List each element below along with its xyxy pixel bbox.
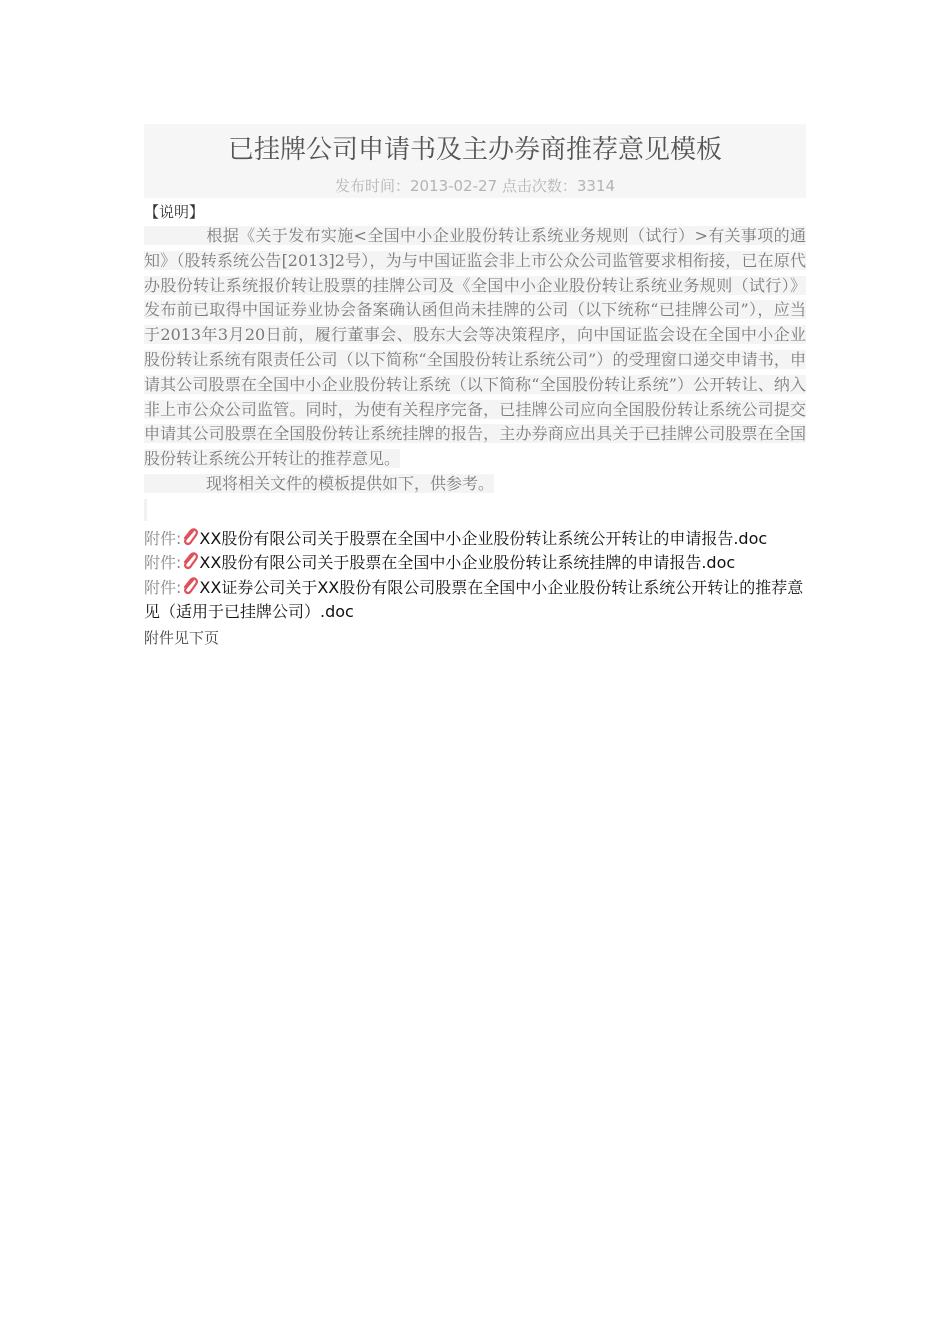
paperclip-icon (181, 551, 199, 571)
publish-meta: 发布时间：2013-02-27 点击次数：3314 (334, 177, 616, 195)
attachment-list (144, 527, 806, 625)
attachment-link[interactable]: XX股份有限公司关于股票在全国中小企业股份转让系统挂牌的申请报告.doc (199, 553, 736, 573)
attachment-label: 附件: (144, 577, 182, 597)
paperclip-icon (181, 576, 199, 596)
attachment-item (144, 527, 806, 552)
article-header (144, 124, 806, 198)
document-content (144, 124, 806, 651)
intro-paragraph-text: 根据《关于发布实施<全国中小企业股份转让系统业务规则（试行）>有关事项的通知》（股转系统公告[2013]2号），为与中国证监会非上市公众公司监管要求相衔接，已在原代办股份转让系统报价转让股票的挂牌公司及《全国中小企业股份转让系统业务规则（试行）》发布前已取得中国证券业协会备案确认函但尚未挂牌的公司（以下统称“已挂牌公司”），应当于2013年3月20日前，履行董事会、股东大会等决策程序，向中国证监会设在全国中小企业股份转让系统有限责任公司（以下简称“全国股份转让系统公司”）的受理窗口递交申请书，申请其公司股票在全国中小企业股份转让系统（以下简称“全国股份转让系统”）公开转让、纳入非上市公众公司监管。同时，为使有关程序完备，已挂牌公司应向全国股份转让系统公司提交申请其公司股票在全国股份转让系统挂牌的报告，主办券商应出具关于已挂牌公司股票在全国股份转让系统公开转让的推荐意见。 (144, 226, 806, 469)
attachment-link[interactable]: XX股份有限公司关于股票在全国中小企业股份转让系统公开转让的申请报告.doc (199, 528, 768, 548)
reference-paragraph (144, 472, 806, 497)
attachment-label: 附件: (144, 528, 182, 548)
attachment-label: 附件: (144, 553, 182, 573)
attachment-item (144, 576, 806, 625)
footer-note: 附件见下页 (144, 628, 220, 647)
intro-paragraph (144, 224, 806, 472)
text-cursor-marker (144, 499, 147, 521)
attachment-item (144, 551, 806, 576)
paperclip-icon (181, 527, 199, 547)
reference-paragraph-text: 现将相关文件的模板提供如下，供参考。 (206, 473, 495, 493)
page-title: 已挂牌公司申请书及主办券商推荐意见模板 (227, 135, 722, 165)
attachment-link[interactable]: XX证券公司关于XX股份有限公司股票在全国中小企业股份转让系统公开转让的推荐意见（适用于已挂牌公司）.doc (144, 577, 804, 622)
section-label: 【说明】 (144, 203, 205, 221)
